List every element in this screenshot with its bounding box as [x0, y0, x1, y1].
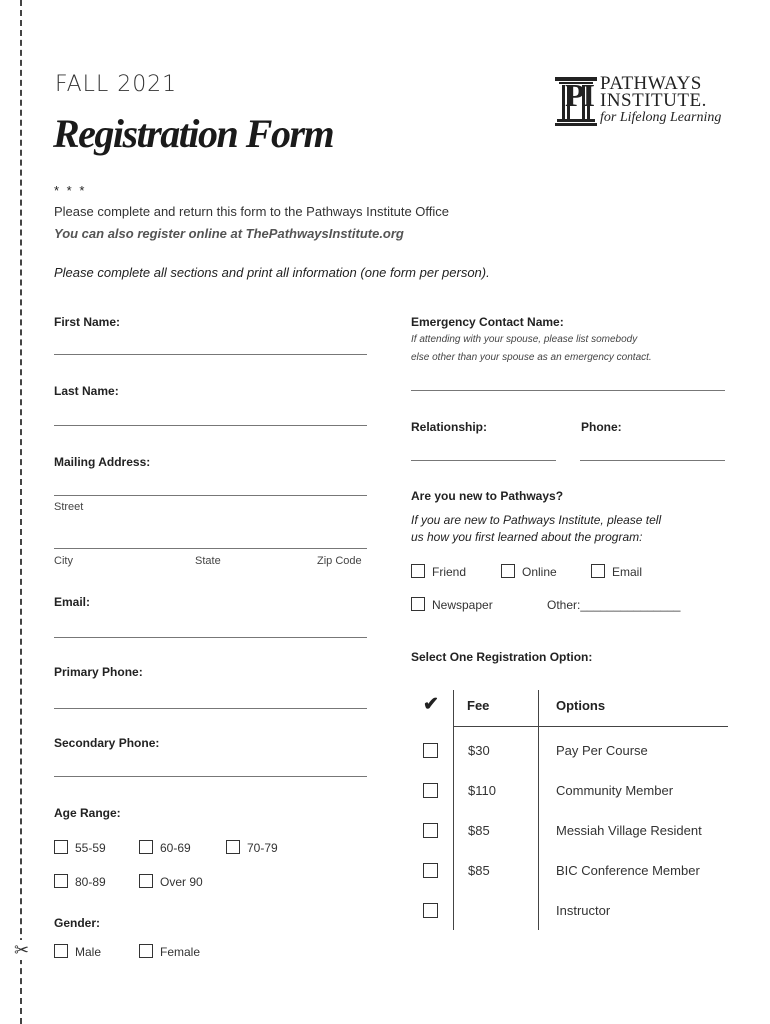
row-option: BIC Conference Member	[556, 863, 700, 878]
primary-phone-label: Primary Phone:	[54, 665, 143, 679]
source-friend-label: Friend	[432, 565, 467, 579]
first-name-label: First Name:	[54, 315, 121, 329]
row-fee: $85	[468, 863, 490, 878]
street-field[interactable]	[54, 495, 367, 496]
option-row-checkbox[interactable]	[423, 903, 438, 918]
logo-line2: INSTITUTE.	[600, 90, 707, 111]
first-name-field[interactable]	[54, 354, 367, 355]
row-option: Messiah Village Resident	[556, 823, 702, 838]
emergency-note-line1: If attending with your spouse, please list somebody	[411, 334, 638, 345]
state-label: State	[195, 555, 221, 567]
relationship-label: Relationship:	[411, 420, 488, 434]
age-over-90-checkbox[interactable]	[139, 874, 153, 888]
source-online-checkbox[interactable]	[501, 564, 515, 578]
new-note-line1: If you are new to Pathways Institute, please tell	[411, 513, 662, 527]
row-option: Instructor	[556, 903, 611, 918]
gender-female-checkbox[interactable]	[139, 944, 153, 958]
age-60-69-label: 60-69	[160, 841, 191, 855]
row-fee: $85	[468, 823, 490, 838]
new-note-line2: us how you first learned about the program:	[411, 530, 643, 544]
form-instructions: Please complete all sections and print all information (one form per person).	[54, 265, 490, 280]
gender-female-label: Female	[160, 945, 201, 959]
age-over-90-label: Over 90	[160, 875, 203, 889]
logo-line3: for Lifelong Learning	[600, 110, 722, 125]
options-header: Options	[556, 698, 606, 713]
secondary-phone-field[interactable]	[54, 776, 367, 777]
logo-line1: PATHWAYS	[600, 73, 702, 94]
age-55-59-checkbox[interactable]	[54, 840, 68, 854]
fee-header: Fee	[467, 698, 490, 713]
emergency-contact-field[interactable]	[411, 390, 725, 391]
emergency-phone-field[interactable]	[580, 460, 725, 461]
row-option: Community Member	[556, 783, 674, 798]
row-option: Pay Per Course	[556, 743, 648, 758]
mailing-address-label: Mailing Address:	[54, 455, 151, 469]
street-label: Street	[54, 501, 84, 513]
gender-male-label: Male	[75, 945, 102, 959]
option-row-checkbox[interactable]	[423, 743, 438, 758]
gender-label: Gender:	[54, 916, 101, 930]
pathways-logo	[553, 73, 728, 133]
city-label: City	[54, 555, 73, 567]
row-fee: $30	[468, 743, 490, 758]
cut-line	[20, 0, 22, 1024]
scissors-icon: ✂	[14, 940, 30, 960]
logo-mark: PI	[565, 77, 593, 113]
age-60-69-checkbox[interactable]	[139, 840, 153, 854]
last-name-field[interactable]	[54, 425, 367, 426]
option-row-checkbox[interactable]	[423, 863, 438, 878]
phone-label: Phone:	[581, 420, 622, 434]
email-field[interactable]	[54, 637, 367, 638]
season-label: FALL 2021	[55, 72, 178, 97]
source-online-label: Online	[522, 565, 557, 579]
source-email-checkbox[interactable]	[591, 564, 605, 578]
relationship-field[interactable]	[411, 460, 556, 461]
return-instructions: Please complete and return this form to the Pathways Institute Office	[54, 204, 450, 219]
registration-option-label: Select One Registration Option:	[411, 650, 593, 664]
email-label: Email:	[54, 595, 91, 609]
stars-separator: * * *	[54, 183, 87, 198]
city-state-zip-field[interactable]	[54, 548, 367, 549]
age-80-89-label: 80-89	[75, 875, 106, 889]
new-to-pathways-label: Are you new to Pathways?	[411, 489, 564, 503]
age-55-59-label: 55-59	[75, 841, 106, 855]
source-friend-checkbox[interactable]	[411, 564, 425, 578]
source-email-label: Email	[612, 565, 643, 579]
form-title: Registration Form	[53, 111, 334, 156]
emergency-note-line2: else other than your spouse as an emergency contact.	[411, 352, 652, 363]
age-range-label: Age Range:	[54, 806, 121, 820]
online-registration-note: You can also register online at ThePathwaysInstitute.org	[54, 226, 404, 241]
primary-phone-field[interactable]	[54, 708, 367, 709]
option-row-checkbox[interactable]	[423, 783, 438, 798]
gender-male-checkbox[interactable]	[54, 944, 68, 958]
option-row-checkbox[interactable]	[423, 823, 438, 838]
source-newspaper-checkbox[interactable]	[411, 597, 425, 611]
source-newspaper-label: Newspaper	[432, 598, 493, 612]
age-70-79-checkbox[interactable]	[226, 840, 240, 854]
table-header-rule	[453, 726, 728, 727]
check-header-icon: ✔	[423, 694, 439, 715]
row-fee: $110	[468, 783, 496, 798]
last-name-label: Last Name:	[54, 384, 119, 398]
zip-label: Zip Code	[317, 555, 362, 567]
age-80-89-checkbox[interactable]	[54, 874, 68, 888]
emergency-contact-label: Emergency Contact Name:	[411, 315, 564, 329]
secondary-phone-label: Secondary Phone:	[54, 736, 160, 750]
source-other-field[interactable]: Other:_______________	[547, 598, 681, 612]
age-70-79-label: 70-79	[247, 841, 278, 855]
